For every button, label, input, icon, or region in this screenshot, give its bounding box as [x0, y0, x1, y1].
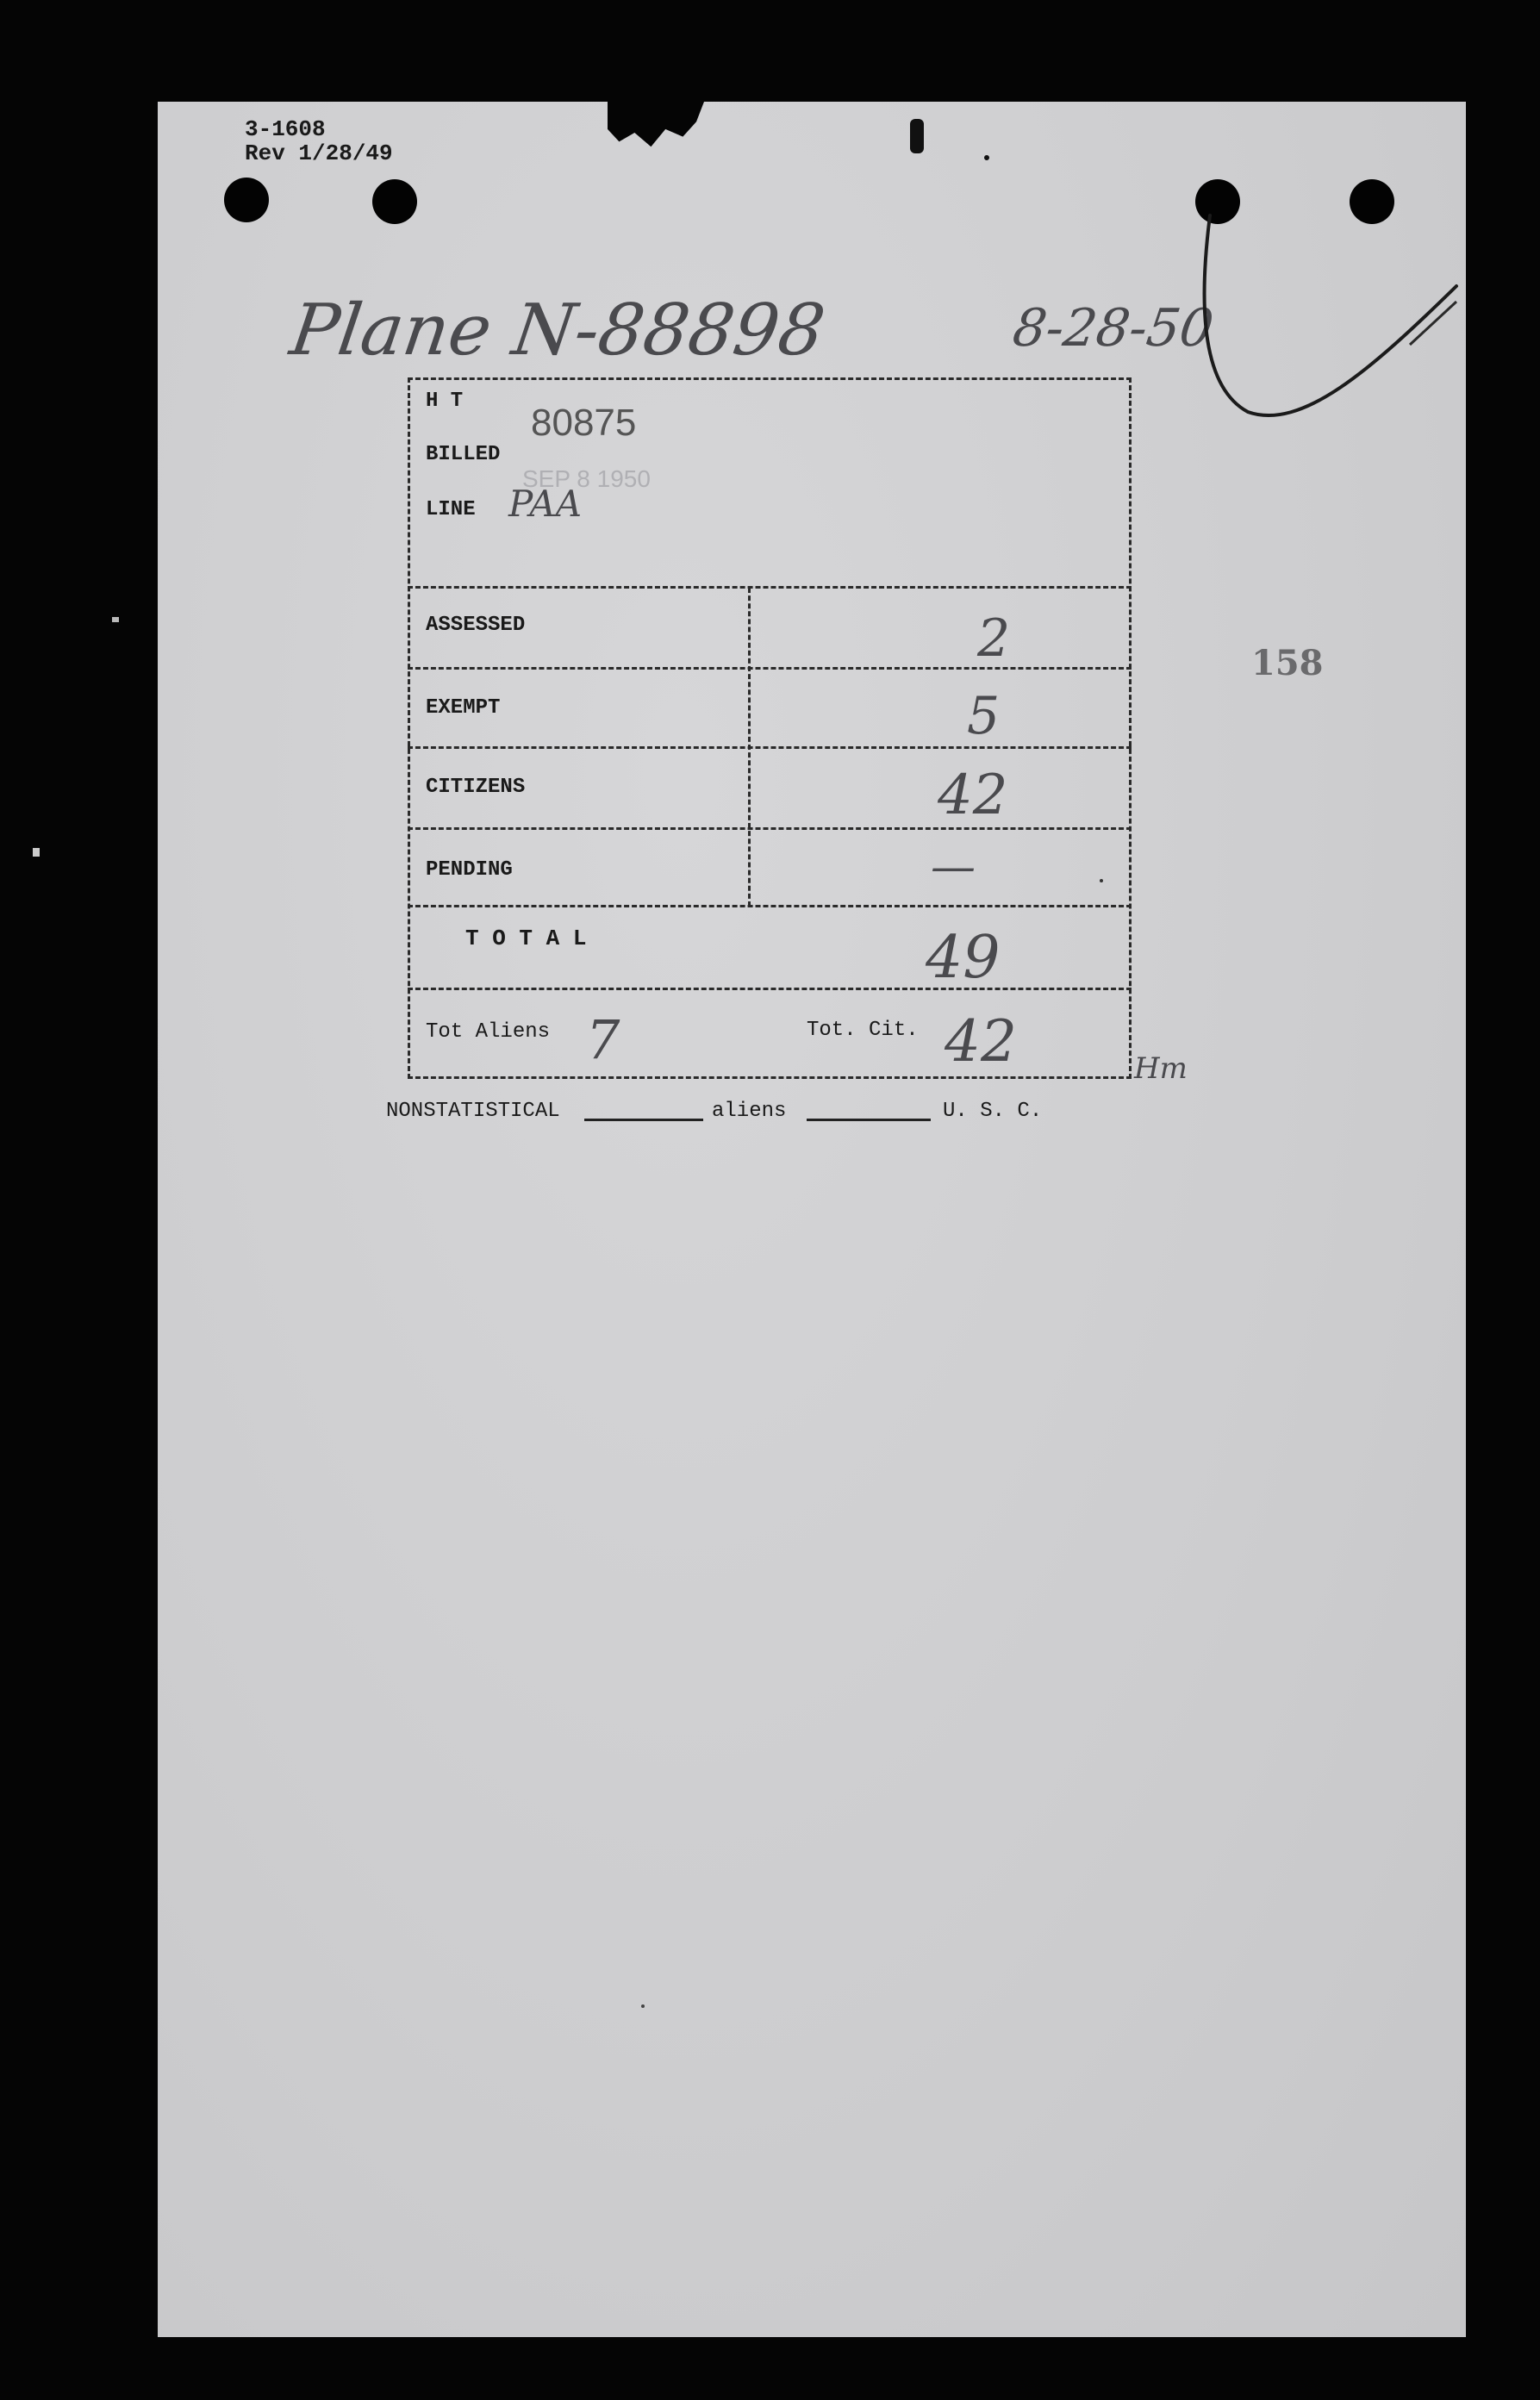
form-divider [408, 667, 1132, 670]
tot-cit-label: Tot. Cit. [807, 1019, 919, 1042]
form-divider [408, 586, 1132, 589]
nonstatistical-blank [584, 1119, 703, 1121]
ht-number: 80875 [531, 402, 637, 444]
ink-dot [1100, 879, 1103, 882]
pending-label: PENDING [426, 858, 513, 882]
line-value: PAA [508, 483, 583, 525]
billed-date-stamp: SEP 8 1950 [522, 465, 651, 492]
assessed-value: 2 [977, 608, 1011, 669]
scan-speck [33, 848, 40, 857]
usc-label: U. S. C. [943, 1100, 1043, 1123]
plane-number: Plane N-88898 [285, 290, 830, 371]
ht-label: H T [426, 390, 464, 413]
total-label: T O T A L [465, 926, 587, 951]
page-number-stamp: 158 [1251, 643, 1324, 683]
pending-value: — [931, 841, 976, 893]
tot-aliens-value: 7 [586, 1008, 620, 1071]
form-divider [408, 988, 1132, 990]
citizens-value: 42 [938, 764, 1008, 827]
nonstatistical-label: NONSTATISTICAL [386, 1100, 560, 1123]
assessed-label: ASSESSED [426, 614, 526, 637]
exempt-label: EXEMPT [426, 696, 501, 720]
citizens-label: CITIZENS [426, 776, 526, 799]
form-column-divider [748, 588, 751, 907]
scan-speck [112, 617, 119, 622]
form-number: 3-1608 [245, 116, 326, 142]
total-value: 49 [926, 924, 1001, 992]
form-divider [408, 827, 1132, 830]
handwritten-date: 8-28-50 [1009, 298, 1218, 358]
billed-label: BILLED [426, 443, 501, 466]
form-revision: Rev 1/28/49 [245, 140, 393, 166]
aliens-blank [807, 1119, 931, 1121]
scan-speck [641, 2004, 645, 2008]
exempt-value: 5 [967, 686, 1001, 746]
form-divider [408, 746, 1132, 749]
line-label: LINE [426, 498, 476, 521]
tot-cit-value: 42 [945, 1008, 1017, 1075]
form-divider [408, 905, 1132, 907]
tot-aliens-label: Tot Aliens [426, 1020, 551, 1044]
aliens-label: aliens [712, 1100, 787, 1123]
initials: Hm [1134, 1051, 1188, 1086]
